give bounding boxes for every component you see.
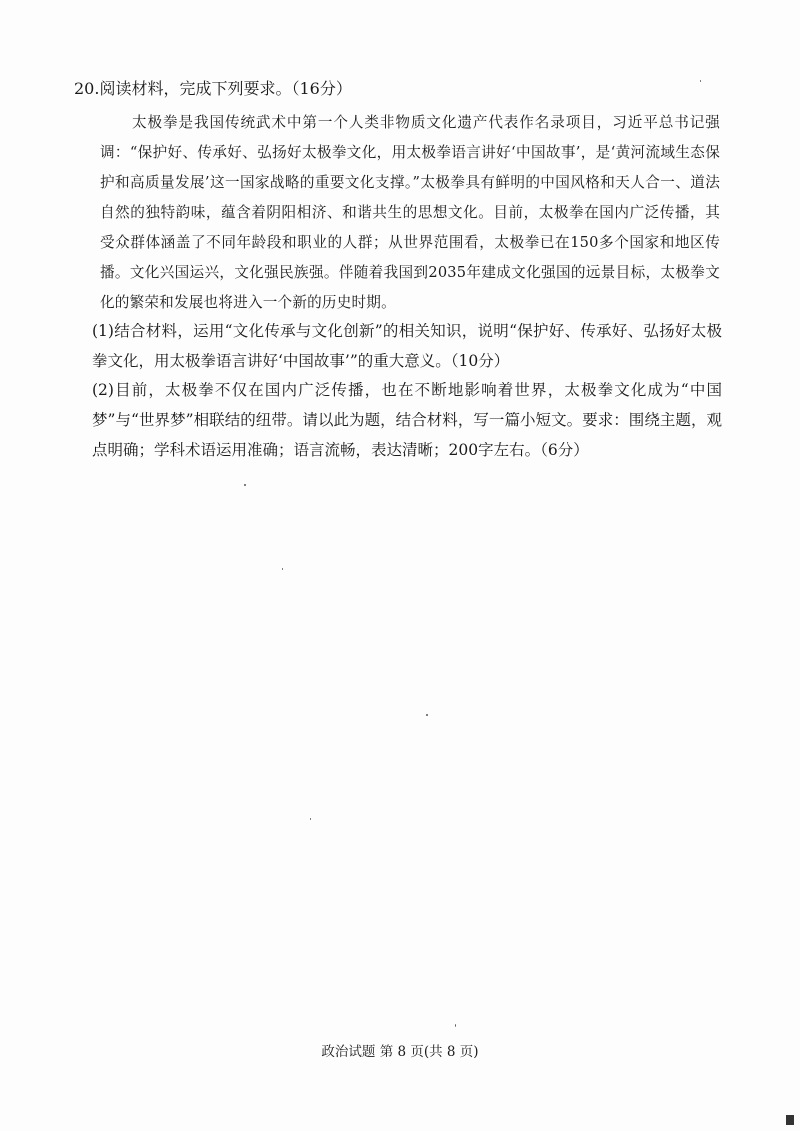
scan-speck [426, 714, 428, 716]
subquestion-2 [92, 375, 722, 465]
question-heading [74, 78, 352, 100]
question-number: 20. [74, 79, 100, 98]
scan-speck [244, 484, 246, 486]
subquestion-2-text: 目前，太极拳不仅在国内广泛传播，也在不断地影响着世界，太极拳文化成为“中国梦”与“世界梦”相联结的纽带。请以此为题，结合材料，写一篇小短文。要求：围绕主题，观点明确；学科术语运用准确；语言流畅，表达清晰；200字左右。（6分） [92, 381, 722, 459]
material-paragraph: 太极拳是我国传统武术中第一个人类非物质文化遗产代表作名录项目，习近平总书记强调：“保护好、传承好、弘扬好太极拳文化，用太极拳语言讲好‘中国故事’，是‘黄河流域生态保护和高质量发展’这一国家战略的重要文化支撑。”太极拳具有鲜明的中国风格和天人合一、道法自然的独特韵味，蕴含着阴阳相济、和谐共生的思想文化。目前，太极拳在国内广泛传播，其受众群体涵盖了不同年龄段和职业的人群；从世界范围看，太极拳已在150多个国家和地区传播。文化兴国运兴，文化强民族强。伴随着我国到2035年建成文化强国的远景目标，太极拳文化的繁荣和发展也将进入一个新的历史时期。 [100, 114, 720, 311]
scan-speck [310, 818, 311, 820]
subquestion-1-label: (1) [92, 322, 114, 340]
scan-speck [455, 1024, 456, 1027]
scan-corner-mark [786, 1115, 794, 1125]
page-footer: 政治试题 第 8 页(共 8 页) [321, 1044, 479, 1060]
scan-speck [700, 80, 701, 82]
subquestion-2-label: (2) [92, 381, 114, 399]
scan-speck [282, 568, 283, 570]
subquestion-1 [92, 316, 722, 376]
subquestion-1-text: 结合材料，运用“文化传承与文化创新”的相关知识，说明“保护好、传承好、弘扬好太极拳文化，用太极拳语言讲好‘中国故事’”的重大意义。（10分） [92, 322, 722, 370]
question-instruction: 阅读材料，完成下列要求。（16分） [99, 79, 352, 98]
